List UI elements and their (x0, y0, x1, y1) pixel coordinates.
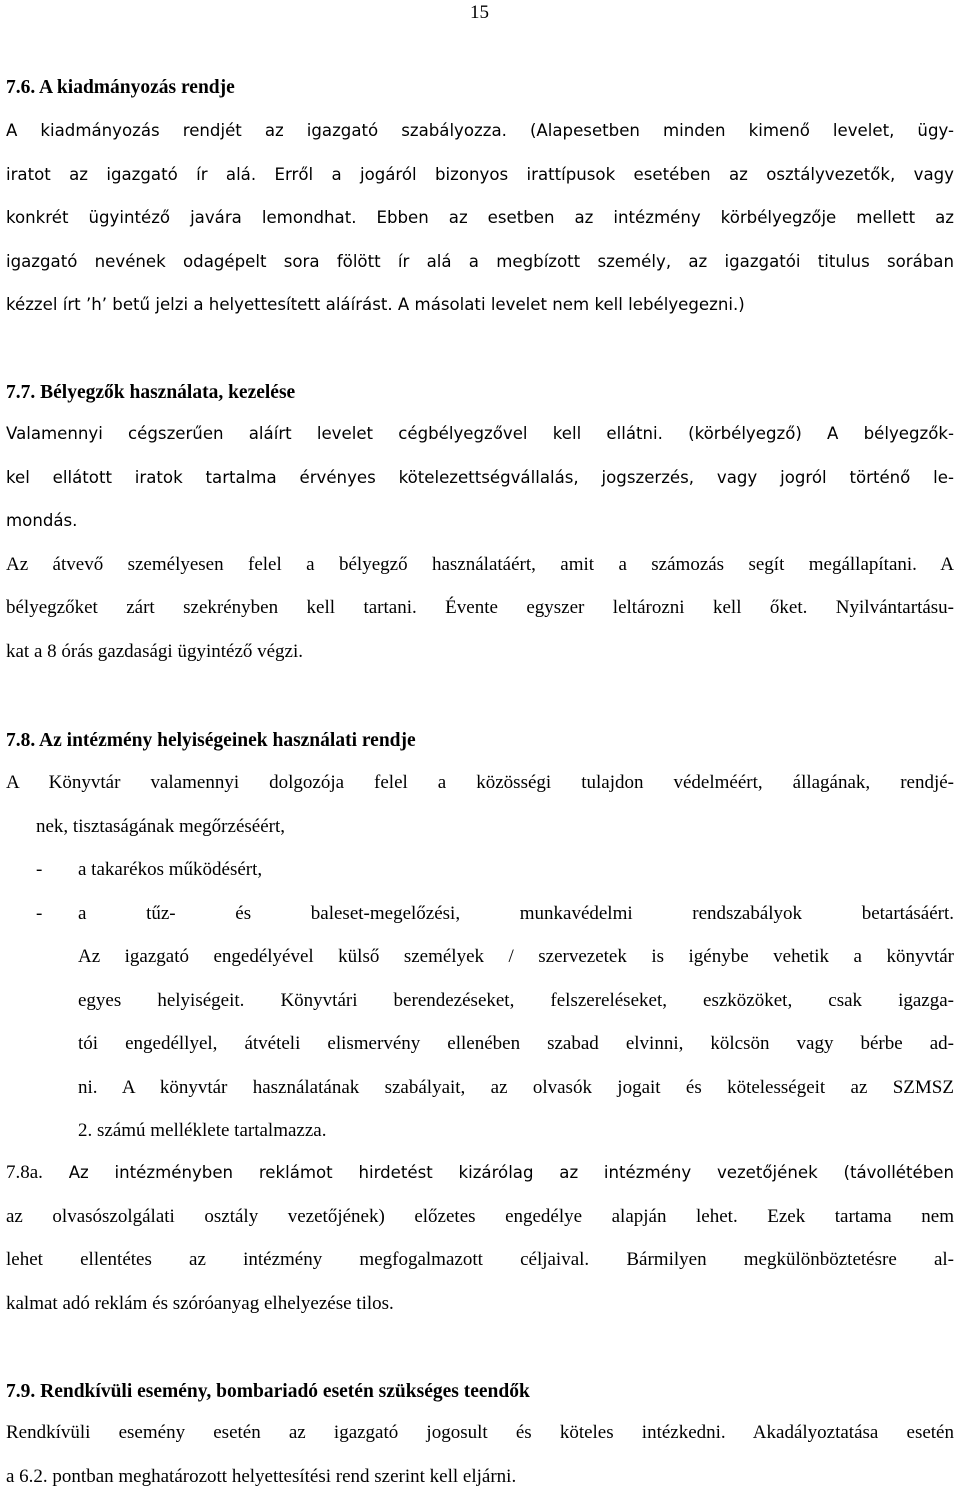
section-body-7-8 (6, 761, 954, 1153)
text-line (6, 1151, 954, 1195)
text-run: Ebben az esetben az intézmény körbélyegzője mellett az (377, 208, 954, 227)
bullet-dash: - (6, 848, 78, 892)
text-line: nek, tisztaságának megőrzéséért, (6, 805, 954, 849)
text-line: tói engedéllyel, átvételi elismervény ellenében szabad elvinni, kölcsön vagy bérbe ad- (6, 1022, 954, 1066)
text-line: bélyegzőket zárt szekrényben kell tartani. Évente egyszer leltározni kell őket. Nyilvántartásu- (6, 586, 954, 630)
text-line: Rendkívüli esemény esetén az igazgató jogosult és köteles intézkedni. Akadályoztatása esetén (6, 1411, 954, 1455)
text-line: a 6.2. pontban meghatározott helyettesítési rend szerint kell eljárni. (6, 1455, 954, 1498)
text-line: kel ellátott iratok tartalma érvényes kötelezettségvállalás, jogszerzés, vagy jogról történő le- (6, 456, 954, 500)
section-body-7-8a (6, 1151, 954, 1325)
text-line: kat a 8 órás gazdasági ügyintéző végzi. (6, 630, 954, 674)
section-label-7-8a: 7.8a. (6, 1162, 43, 1183)
text-run: Valamennyi cégszerűen aláírt levelet cégbélyegzővel kell ellátni. (6, 424, 663, 443)
text-line: mondás. (6, 499, 954, 543)
text-line: A kiadmányozás rendjét az igazgató szabályozza. (Alapesetben minden kimenő levelet, ügy- (6, 109, 954, 153)
text-run: Az intézményben reklámot hirdetést kizárólag az intézmény vezetőjének (távollétében (43, 1163, 954, 1182)
bullet-text: a takarékos működésért, (78, 848, 954, 892)
text-line: Az átvevő személyesen felel a bélyegző használatáért, amit a számozás segít megállapítani. A (6, 543, 954, 587)
text-line: kalmat adó reklám és szóróanyag elhelyezése tilos. (6, 1282, 954, 1326)
bullet-continuation (6, 935, 954, 1153)
section-heading-7-9: 7.9. Rendkívüli esemény, bombariadó esetén szükséges teendők (6, 1380, 954, 1404)
text-line: 2. számú melléklete tartalmazza. (6, 1109, 954, 1153)
bullet-dash: - (6, 892, 78, 936)
text-run: konkrét ügyintéző javára lemondhat. (6, 208, 377, 227)
section-body-7-9 (6, 1411, 954, 1498)
text-run: (körbélyegző) A bélyegzők- (663, 424, 954, 443)
text-line: Az igazgató engedélyével külső személyek / szervezetek is igénybe vehetik a könyvtár (6, 935, 954, 979)
text-line: ni. A könyvtár használatának szabályait, az olvasók jogait és kötelességeit az SZMSZ (6, 1066, 954, 1110)
text-line: az olvasószolgálati osztály vezetőjének) előzetes engedélye alapján lehet. Ezek tartama nem (6, 1195, 954, 1239)
section-heading-7-7: 7.7. Bélyegzők használata, kezelése (6, 381, 954, 405)
page-number: 15 (470, 2, 489, 24)
section-body-7-7 (6, 412, 954, 673)
text-line: lehet ellentétes az intézmény megfogalmazott céljaival. Bármilyen megkülönböztetésre al- (6, 1238, 954, 1282)
text-line: A Könyvtár valamennyi dolgozója felel a közösségi tulajdon védelméért, állagának, rendjé- (6, 761, 954, 805)
section-heading-7-6: 7.6. A kiadmányozás rendje (6, 76, 954, 100)
section-body-7-6 (6, 109, 954, 327)
text-line: igazgató nevének odagépelt sora fölött ír alá a megbízott személy, az igazgatói titulus sorában (6, 240, 954, 284)
text-line: kézzel írt ’h’ betű jelzi a helyettesített aláírást. A másolati levelet nem kell lebélyegezni.) (6, 283, 954, 327)
section-heading-7-8: 7.8. Az intézmény helyiségeinek használati rendje (6, 729, 954, 753)
text-line (6, 196, 954, 240)
text-line: iratot az igazgató ír alá. Erről a jogáról bizonyos irattípusok esetében az osztályvezetők, vagy (6, 153, 954, 197)
text-line: egyes helyiségeit. Könyvtári berendezéseket, felszereléseket, eszközöket, csak igazga- (6, 979, 954, 1023)
bullet-text: a tűz- és baleset-megelőzési, munkavédelmi rendszabályok betartásáért. (78, 892, 954, 936)
text-line (6, 412, 954, 456)
bullet-item (6, 848, 954, 892)
bullet-item (6, 892, 954, 936)
